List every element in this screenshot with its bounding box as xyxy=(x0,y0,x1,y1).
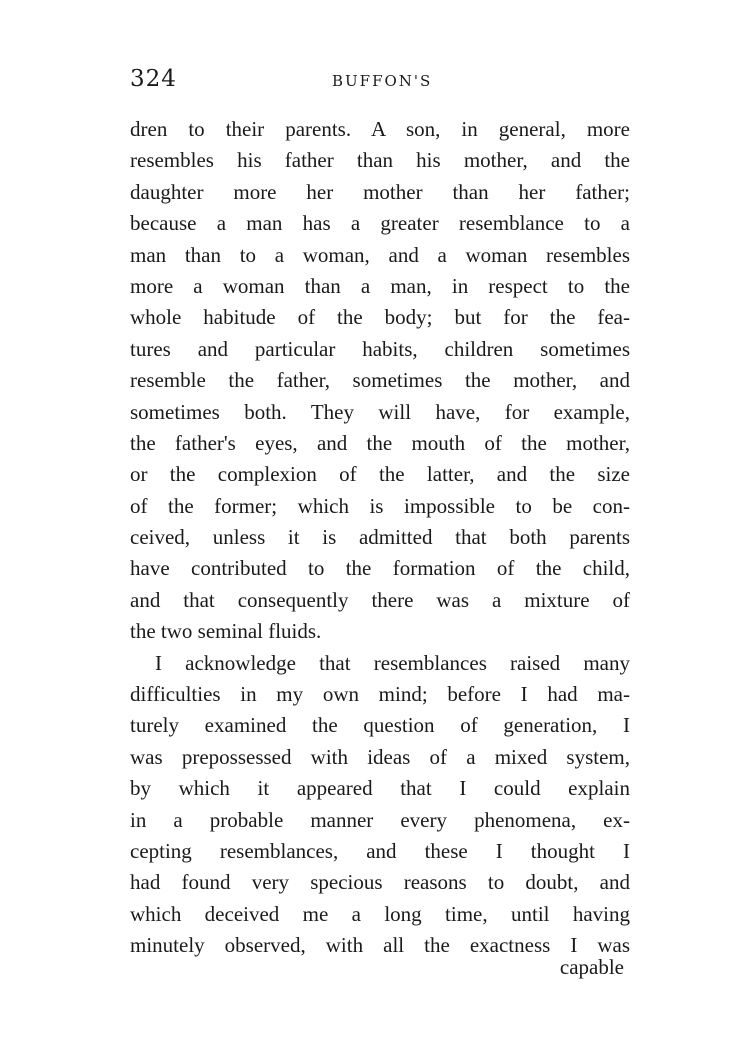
paragraph xyxy=(130,648,630,962)
text-line: had found very specious reasons to doubt, and xyxy=(130,870,630,895)
text-line: in a probable manner every phenomena, ex- xyxy=(130,807,630,832)
text-line: ceived, unless it is admitted that both parents xyxy=(130,525,630,550)
text-line: daughter more her mother than her father; xyxy=(130,179,630,204)
text-line: whole habitude of the body; but for the fea- xyxy=(130,305,630,330)
text-line: man than to a woman, and a woman resembles xyxy=(130,242,630,267)
text-line: sometimes both. They will have, for example, xyxy=(130,399,630,424)
page-number: 324 xyxy=(130,66,177,92)
text-line: I acknowledge that resemblances raised many xyxy=(155,650,630,675)
text-line: because a man has a greater resemblance to a xyxy=(130,211,630,236)
text-line: have contributed to the formation of the child, xyxy=(130,556,630,581)
catchword: capable xyxy=(559,955,624,979)
running-head: BUFFON'S xyxy=(332,72,433,90)
paragraph xyxy=(130,114,630,648)
text-line: resembles his father than his mother, and the xyxy=(130,148,630,173)
text-line: and that consequently there was a mixture of xyxy=(130,587,630,612)
text-line: difficulties in my own mind; before I had ma- xyxy=(130,682,630,707)
text-line: of the former; which is impossible to be con- xyxy=(130,493,630,518)
text-line: cepting resemblances, and these I thought I xyxy=(130,838,630,863)
text-line: by which it appeared that I could explain xyxy=(130,776,630,801)
text-line: the two seminal fluids. xyxy=(130,619,322,644)
text-line: which deceived me a long time, until having xyxy=(130,901,630,926)
body-text xyxy=(130,114,630,962)
text-line: or the complexion of the latter, and the size xyxy=(130,462,630,487)
text-line: minutely observed, with all the exactness I was xyxy=(130,933,630,958)
text-line: tures and particular habits, children sometimes xyxy=(130,336,630,361)
text-line: dren to their parents. A son, in general, more xyxy=(130,117,630,141)
text-line: the father's eyes, and the mouth of the mother, xyxy=(130,430,630,455)
text-line: resemble the father, sometimes the mother, and xyxy=(130,368,630,393)
text-line: was prepossessed with ideas of a mixed system, xyxy=(130,744,630,769)
text-line: more a woman than a man, in respect to the xyxy=(130,273,630,298)
text-line: turely examined the question of generation, I xyxy=(130,713,630,738)
page-header xyxy=(130,66,626,96)
